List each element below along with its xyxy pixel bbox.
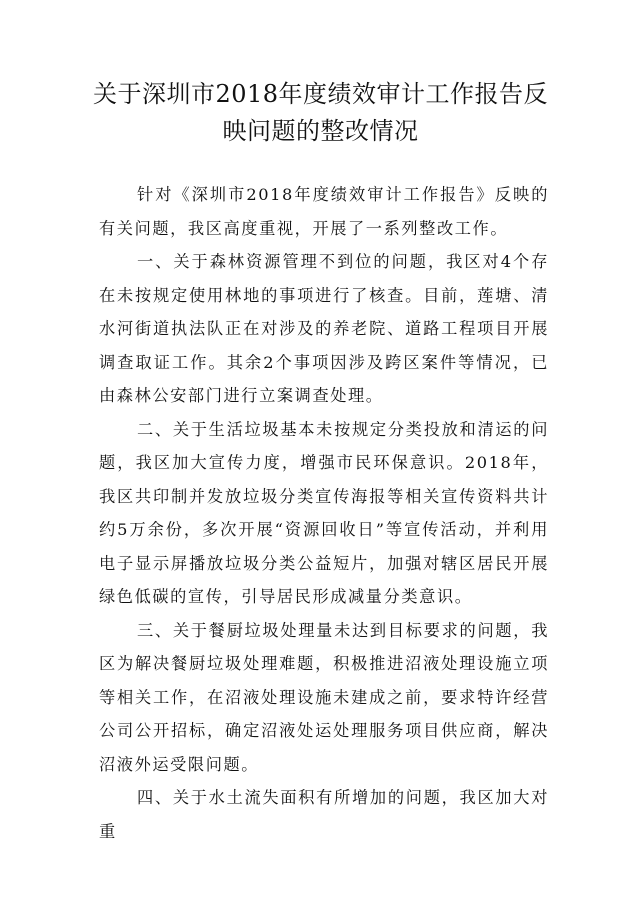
document-title-line-2: 映问题的整改情况 [222, 117, 419, 145]
paragraph-kitchen-waste: 三、关于餐厨垃圾处理量未达到目标要求的问题，我区为解决餐厨垃圾处理难题，积极推进沼液处理设施立项等相关工作，在沼液处理设施未建成之前，要求特许经营公司公开招标，确定沼液处运处理服务项目供应商，解决沼液外运受限问题。 [99, 620, 549, 774]
paragraph-household-waste: 二、关于生活垃圾基本未按规定分类投放和清运的问题，我区加大宣传力度，增强市民环保意识。2018年，我区共印制并发放垃圾分类宣传海报等相关宣传资料共计约5万余份，多次开展“资源回收日”等宣传活动，并利用电子显示屏播放垃圾分类公益短片，加强对辖区居民开展绿色低碳的宣传，引导居民形成减量分类意识。 [99, 419, 549, 606]
paragraph-forest-resources: 一、关于森林资源管理不到位的问题，我区对4个存在未按规定使用林地的事项进行了核查。目前，莲塘、清水河街道执法队正在对涉及的养老院、道路工程项目开展调查取证工作。其余2个事项因涉及跨区案件等情况，已由森林公安部门进行立案调查处理。 [99, 252, 549, 405]
paragraph-intro: 针对《深圳市2018年度绩效审计工作报告》反映的有关问题，我区高度重视，开展了一系列整改工作。 [99, 185, 549, 238]
document-body [99, 178, 549, 848]
document-title-line-1: 关于深圳市2018年度绩效审计工作报告反 [92, 80, 549, 108]
document-title [88, 76, 553, 150]
paragraph-soil-erosion: 四、关于水土流失面积有所增加的问题，我区加大对重 [99, 788, 549, 841]
